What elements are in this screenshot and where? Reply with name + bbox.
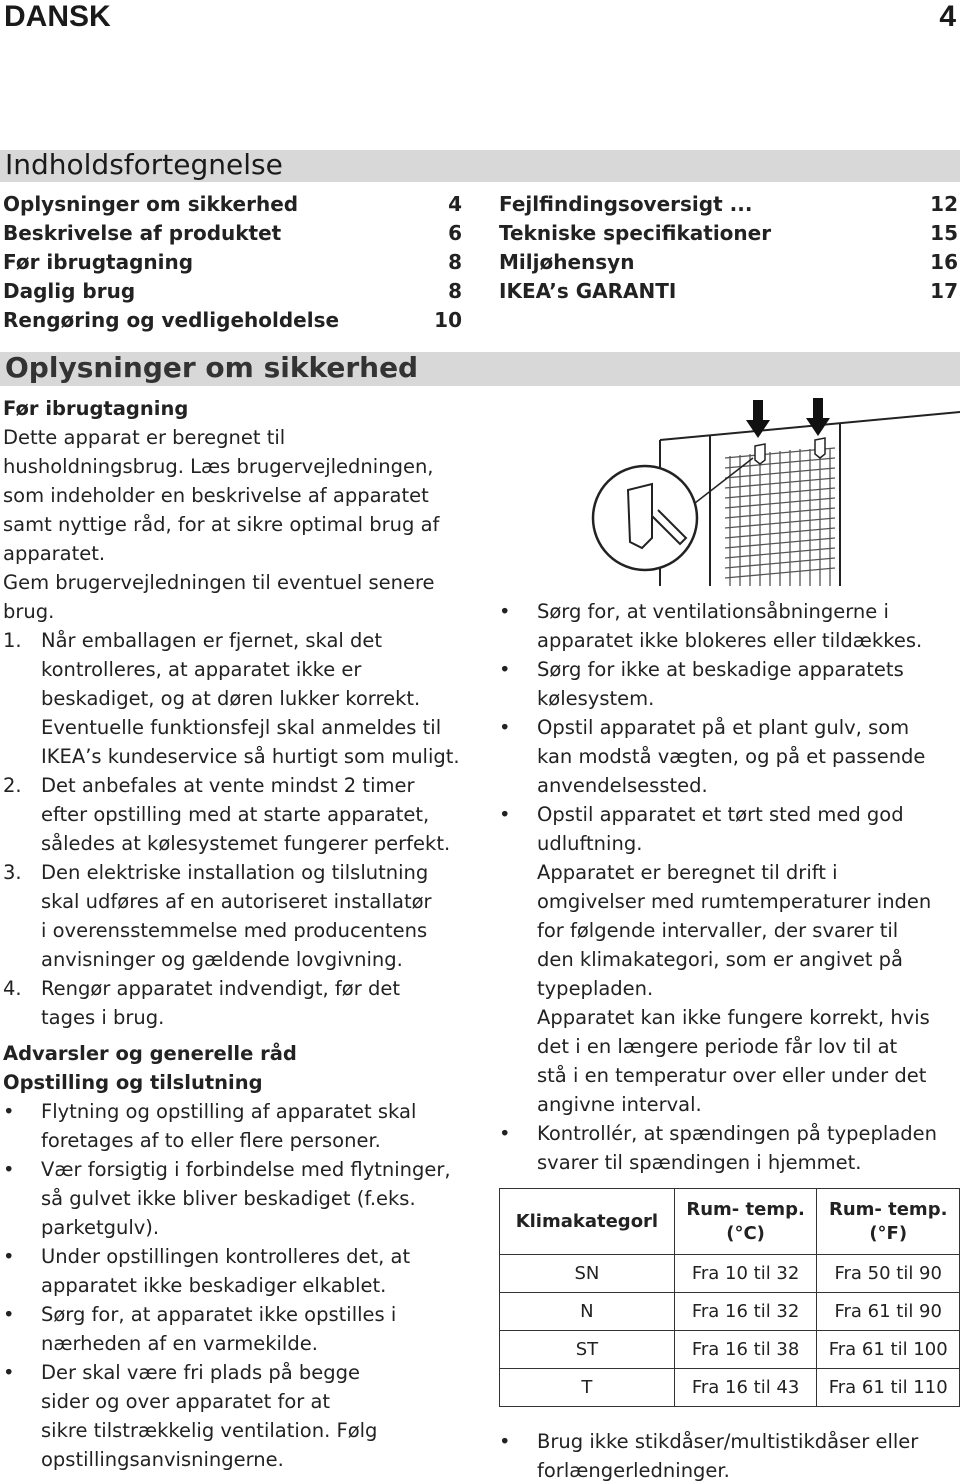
column-header: Rum- temp. (°C)	[674, 1189, 817, 1255]
toc-entry[interactable]	[3, 279, 462, 308]
toc-entry[interactable]	[499, 250, 958, 279]
table-row	[500, 1293, 960, 1331]
bullet-line: Kontrollér, at spændingen på typepladen	[537, 1122, 938, 1145]
bullet-icon: •	[3, 1245, 15, 1268]
bullet-icon: •	[3, 1100, 15, 1123]
table-cell: ST	[500, 1331, 675, 1369]
toc-entry-title: Beskrivelse af produktet	[3, 221, 282, 245]
bullet-line: sikre tilstrækkelig ventilation. Følg	[41, 1419, 378, 1442]
intro-line: Gem brugervejledningen til eventuel senere	[3, 571, 435, 594]
page-number: 4	[939, 0, 956, 33]
toc-entry[interactable]	[3, 192, 462, 221]
column-header: Klimakategorl	[500, 1189, 675, 1255]
step-number: 1.	[3, 629, 22, 652]
step-line: kontrolleres, at apparatet ikke er	[41, 658, 362, 681]
table-header-row	[500, 1189, 960, 1255]
bullet-line: opstillingsanvisningerne.	[41, 1448, 284, 1471]
table-row	[500, 1255, 960, 1293]
safety-title: Oplysninger om sikkerhed	[5, 351, 419, 384]
intro-line: husholdningsbrug. Læs brugervejledningen,	[3, 455, 434, 478]
bullet-line: kan modstå vægten, og på et passende	[537, 745, 926, 768]
condenser-coil	[725, 448, 835, 586]
spacer-installation-illustration	[590, 398, 960, 586]
bullet-line: den klimakategori, som er angivet på	[537, 948, 903, 971]
bullet-line: det i en længere periode får lov til at	[537, 1035, 898, 1058]
bullet-line: Apparatet kan ikke fungere korrekt, hvis	[537, 1006, 930, 1029]
step-number: 2.	[3, 774, 22, 797]
bullet-icon: •	[499, 1122, 511, 1145]
table-cell: SN	[500, 1255, 675, 1293]
toc-entry[interactable]	[499, 221, 958, 250]
toc-entry[interactable]	[3, 221, 462, 250]
step-line: efter opstilling med at starte apparatet,	[41, 803, 430, 826]
bullet-line: Vær forsigtig i forbindelse med flytninger,	[41, 1158, 451, 1181]
down-arrow-icon	[806, 398, 830, 436]
toc-entry-page: 6	[448, 221, 462, 245]
intro-line: Dette apparat er beregnet til	[3, 426, 286, 449]
intro-line: brug.	[3, 600, 55, 623]
table-cell: Fra 16 til 32	[674, 1293, 817, 1331]
bullet-line: omgivelser med rumtemperaturer inden	[537, 890, 932, 913]
table-cell: T	[500, 1369, 675, 1407]
bullet-line: apparatet ikke beskadiger elkablet.	[41, 1274, 387, 1297]
bullet-line: Opstil apparatet et tørt sted med god	[537, 803, 904, 826]
table-row	[500, 1369, 960, 1407]
bullet-line: stå i en temperatur over eller under det	[537, 1064, 927, 1087]
step-line: Rengør apparatet indvendigt, før det	[41, 977, 400, 1000]
intro-line: samt nyttige råd, for at sikre optimal brug af	[3, 513, 440, 536]
step-line: beskadiget, og at døren lukker korrekt.	[41, 687, 421, 710]
bullet-line: apparatet ikke blokeres eller tildækkes.	[537, 629, 923, 652]
bullet-line: Sørg for, at apparatet ikke opstilles i	[41, 1303, 397, 1326]
step-line: Den elektriske installation og tilslutning	[41, 861, 429, 884]
bullet-line: Sørg for ikke at beskadige apparatets	[537, 658, 904, 681]
bullet-line: kølesystem.	[537, 687, 655, 710]
toc-entry-page: 15	[930, 221, 958, 245]
before-use-heading: Før ibrugtagning	[3, 397, 189, 420]
bullet-icon: •	[3, 1303, 15, 1326]
bullet-icon: •	[499, 716, 511, 739]
page-header	[0, 0, 960, 36]
bullet-line: for følgende intervaller, der svarer til	[537, 919, 899, 942]
intro-line: apparatet.	[3, 542, 106, 565]
table-cell: Fra 10 til 32	[674, 1255, 817, 1293]
toc-entry-page: 16	[930, 250, 958, 274]
table-cell: Fra 61 til 100	[817, 1331, 960, 1369]
bullet-icon: •	[499, 658, 511, 681]
safety-title-bar	[0, 352, 960, 386]
bullet-line: Flytning og opstilling af apparatet skal	[41, 1100, 417, 1123]
bullet-line: anvendelsessted.	[537, 774, 708, 797]
toc-entry-page: 10	[434, 308, 462, 332]
bullet-line: foretages af to eller flere personer.	[41, 1129, 381, 1152]
toc-title-bar	[0, 150, 960, 182]
toc-entry[interactable]	[499, 279, 958, 308]
table-cell: Fra 16 til 43	[674, 1369, 817, 1407]
bullet-icon: •	[499, 600, 511, 623]
bullet-icon: •	[3, 1158, 15, 1181]
step-line: Når emballagen er fjernet, skal det	[41, 629, 383, 652]
table-cell: Fra 61 til 110	[817, 1369, 960, 1407]
toc-entry-title: Fejlfindingsoversigt ...	[499, 192, 753, 216]
step-line: Eventuelle funktionsfejl skal anmeldes til	[41, 716, 442, 739]
bullet-line: angivne interval.	[537, 1093, 702, 1116]
bullet-line: Sørg for, at ventilationsåbningerne i	[537, 600, 889, 623]
language-label: DANSK	[4, 0, 111, 33]
toc-entry-title: Oplysninger om sikkerhed	[3, 192, 299, 216]
step-number: 4.	[3, 977, 22, 1000]
toc-entry[interactable]	[3, 308, 462, 337]
column-header: Rum- temp. (°F)	[817, 1189, 960, 1255]
toc-title: Indholdsfortegnelse	[5, 148, 283, 181]
warnings-heading: Advarsler og generelle råd	[3, 1042, 297, 1065]
bullet-icon: •	[499, 1430, 511, 1453]
table-cell: Fra 50 til 90	[817, 1255, 960, 1293]
bullet-line: parketgulv).	[41, 1216, 160, 1239]
bullet-line: Opstil apparatet på et plant gulv, som	[537, 716, 910, 739]
table-row	[500, 1331, 960, 1369]
toc-entry-page: 8	[448, 279, 462, 303]
table-cell: Fra 61 til 90	[817, 1293, 960, 1331]
step-line: IKEA’s kundeservice så hurtigt som muligt.	[41, 745, 460, 768]
toc-entry-page: 17	[930, 279, 958, 303]
toc-entry-title: IKEA’s GARANTI	[499, 279, 677, 303]
table-cell: N	[500, 1293, 675, 1331]
bullet-line: så gulvet ikke bliver beskadiget (f.eks.	[41, 1187, 416, 1210]
step-line: skal udføres af en autoriseret installatør	[41, 890, 432, 913]
bullet-line: typepladen.	[537, 977, 654, 1000]
bullet-line: Under opstillingen kontrolleres det, at	[41, 1245, 411, 1268]
step-line: Det anbefales at vente mindst 2 timer	[41, 774, 415, 797]
step-line: anvisninger og gældende lovgivning.	[41, 948, 403, 971]
table-cell: Fra 16 til 38	[674, 1331, 817, 1369]
step-line: i overensstemmelse med producentens	[41, 919, 428, 942]
step-number: 3.	[3, 861, 22, 884]
toc-entry[interactable]	[499, 192, 958, 221]
bullet-line: sider og over apparatet for at	[41, 1390, 331, 1413]
bullet-icon: •	[3, 1361, 15, 1384]
toc-entry-title: Rengøring og vedligeholdelse	[3, 308, 340, 332]
climate-class-table	[499, 1188, 960, 1407]
bullet-line: forlængerledninger.	[537, 1459, 730, 1482]
bullet-line: udluftning.	[537, 832, 643, 855]
magnified-spacer-detail	[593, 458, 753, 570]
toc-entry[interactable]	[3, 250, 462, 279]
toc-entry-page: 8	[448, 250, 462, 274]
bullet-line: Apparatet er beregnet til drift i	[537, 861, 838, 884]
bullet-line: Brug ikke stikdåser/multistikdåser eller	[537, 1430, 919, 1453]
toc-entry-title: Tekniske specifikationer	[499, 221, 772, 245]
install-heading: Opstilling og tilslutning	[3, 1071, 263, 1094]
bullet-line: svarer til spændingen i hjemmet.	[537, 1151, 862, 1174]
toc-entry-title: Miljøhensyn	[499, 250, 635, 274]
step-line: således at kølesystemet fungerer perfekt.	[41, 832, 451, 855]
intro-line: som indeholder en beskrivelse af apparatet	[3, 484, 429, 507]
toc-entry-title: Daglig brug	[3, 279, 136, 303]
toc-entry-page: 12	[930, 192, 958, 216]
toc-entry-title: Før ibrugtagning	[3, 250, 194, 274]
step-line: tages i brug.	[41, 1006, 165, 1029]
bullet-icon: •	[499, 803, 511, 826]
toc-entry-page: 4	[448, 192, 462, 216]
bullet-line: nærheden af en varmekilde.	[41, 1332, 318, 1355]
bullet-line: Der skal være fri plads på begge	[41, 1361, 361, 1384]
